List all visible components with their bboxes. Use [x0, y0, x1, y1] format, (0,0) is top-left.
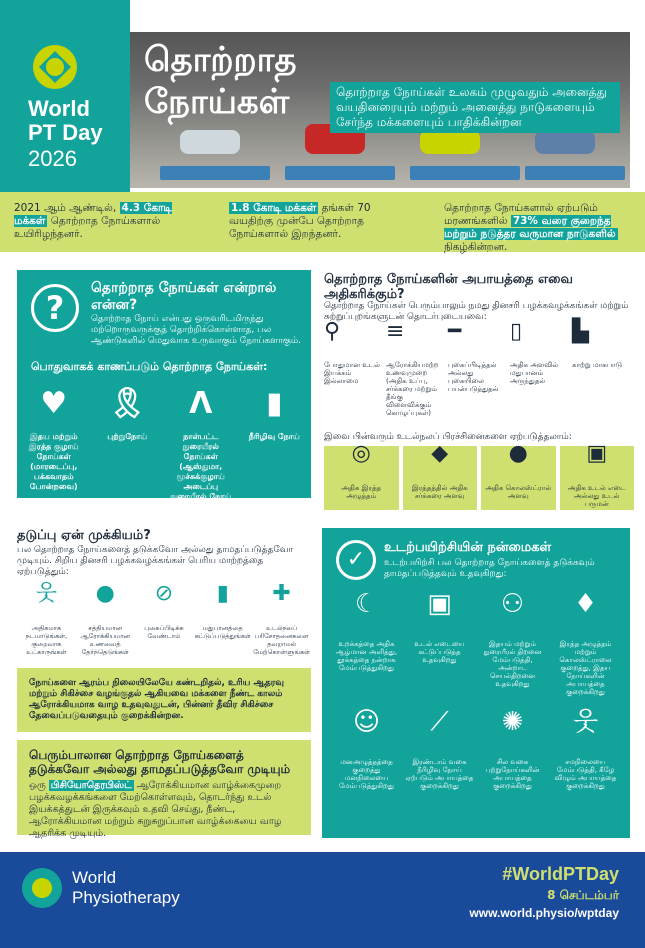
event-date: 8 செப்டம்பர் — [547, 888, 619, 902]
page-title-line2: நோய்கள் — [144, 82, 290, 122]
benefit-item: ✺ சில வகை புற்றுநோய்களின் அபாயத்தை குறைக்கிறது — [476, 718, 549, 790]
lungs-icon: ᐱ — [189, 386, 213, 421]
risk-factor: ▯ அதிக அளவில் மதுபானம் அருந்துதல் — [510, 328, 572, 417]
cause-item: ◆ இரத்தத்தில் அதிக சர்க்கரை அளவு — [403, 446, 478, 510]
benefit-list — [330, 589, 622, 790]
cholesterol-icon: ● — [508, 441, 528, 466]
disease-item: ▮ நீரிழிவு நோய் — [238, 380, 312, 512]
risk-title: தொற்றாத நோய்களின் அபாயத்தை எவை அதிகரிக்கும்? — [324, 272, 573, 302]
what-is-title: தொற்றாத நோய்கள் என்றால் என்ன? — [91, 280, 277, 313]
disease-list — [17, 380, 311, 512]
benefit-item: ☾ உறக்கத்தை அதிக ஆழ்மான அளித்து, தூக்கத்தை நன்றாக மேம்படுத்துகிறது — [330, 600, 403, 696]
causes-text: இவை பின்வரும் உடல்நலப் பிரச்சினைகளை ஏற்படுத்தலாம்: — [324, 432, 572, 442]
benefit-item: ▣ உடல் எடையை கட்டுப்படுத்த உதவுகிறது — [403, 600, 476, 696]
logo-mark-icon — [33, 45, 77, 89]
early-detection-box: நோய்களை ஆரம்ப நிலையிலேயே கண்டறிதல், உரிய ஆதரவு மற்றும் சிகிச்சை வழங்குதல் ஆகியவை மக்களை நீண்ட காலம் ஆரோக்கியமாக வாழ உதவுவதுடன், பின்னர் தீவிர சிகிச்சை தேவைப்படுவதையும் குறைக்கின்றன. — [17, 668, 311, 732]
disease-item: 🎗 புற்றுநோய் — [91, 380, 165, 512]
world-pt-day-logo — [0, 0, 130, 192]
sleep-icon: ☾ — [354, 589, 379, 619]
org-name-line1: World — [72, 868, 117, 887]
world-physiotherapy-logo-icon — [22, 868, 62, 908]
wine-bottle-icon: ▮ — [216, 581, 229, 606]
logo-line3: 2026 — [28, 146, 77, 171]
what-is-ncd-box — [17, 270, 311, 511]
risk-factor: ━ புகைப்பிடித்தல் அல்லது புகையிலை பயன்படுத்துதல் — [448, 328, 510, 417]
habit-item: ⊘ புகைப்பிடிக்க வேண்டாம் — [135, 590, 194, 656]
common-diseases-title: பொதுவாகக் காணப்படும் தொற்றாத நோய்கள்: — [31, 360, 268, 373]
logo-line1: World — [28, 96, 90, 121]
header — [0, 0, 645, 192]
stat-2: 1.8 கோடி மக்கள் தங்கள் 70 வயதிற்கு முன்பே தொற்றாத நோய்களால் இறந்தனர். — [229, 202, 371, 240]
benefits-box — [322, 528, 630, 838]
habit-list — [17, 581, 311, 656]
cigarette-icon: ━ — [448, 319, 462, 344]
alcohol-icon: ▯ — [510, 319, 523, 344]
active-person-icon: 웃 — [35, 581, 58, 606]
cause-item: ● அதிக கொலஸ்ட்ரால் அளவு — [481, 446, 556, 510]
bicycle-icon: ⚇ — [500, 589, 525, 619]
falling-person-icon: 웃 — [572, 707, 599, 737]
cause-item: ▣ அதிக உடல் எடை அல்லது உடல் பருமன் — [560, 446, 635, 510]
what-is-text: தொற்றாத நோய் என்பது ஒருவரிடமிருந்து மற்றொருவருக்குத் தொற்றிக்கொள்ளாத, பல ஆண்டுகளில் மெதுவாக உருவாகும் நோய்களாகும். — [91, 314, 301, 346]
cause-item: ◎ அதிக இரத்த அழுத்தம் — [324, 446, 399, 510]
glucose-meter-icon: ▮ — [265, 386, 283, 421]
habit-item: ▮ மதுபானத்தை கட்டுப்படுத்துங்கள் — [194, 581, 251, 640]
risk-factor-list — [324, 319, 634, 417]
hashtag: #WorldPTDay — [502, 864, 619, 884]
habit-item: ✚ உடல்நலப் பரிசோதனைகளை தவறாமல் மேற்கொள்ளுங்கள் — [253, 581, 311, 656]
benefit-item: ⚇ இதயம் மற்றும் நுரையீரல் திறனை மேம்படுத்தி, அன்றாட செயல்திறனை உதவுகிறது — [476, 600, 549, 696]
disease-item: ♥ இதய மற்றும் இரத்த குழாய் நோய்கள் (மாரடைப்பு, பக்கவாதம் போன்றவை) — [17, 380, 91, 512]
checkmark-icon: ✓ — [336, 540, 376, 580]
prevention-text: பல தொற்றாத நோய்களைத் தடுக்கவோ அல்லது தாமதப்படுத்தவோ முடியும். சிறிய தினசரி பழக்கவழக்கங்கள் பெரிய மாற்றத்தை ஏற்படுத்தும்: — [17, 545, 294, 577]
fast-food-icon: ≡ — [386, 319, 405, 344]
physio-support-box — [17, 740, 311, 839]
inactivity-icon: ⚲ — [324, 319, 341, 344]
habit-item: ● சத்தியமான ஆரோக்கியமான உணவைத் தேர்ந்தெடுங்கள் — [76, 590, 135, 656]
org-name-line2: Physiotherapy — [72, 888, 180, 907]
stat-1: 2021 ஆம் ஆண்டில், 4.3 கோடி மக்கள் தொற்றாத நோய்களால் உயிரிழந்தனர். — [14, 202, 172, 240]
benefit-item: 웃 சமநிலையை மேம்படுத்தி, கீழே விழும் அபாயத்தை குறைக்கிறது — [549, 718, 622, 790]
question-mark-icon: ? — [31, 284, 79, 332]
cause-list — [324, 441, 634, 510]
apple-icon: ● — [95, 581, 115, 606]
footer — [0, 852, 645, 948]
physio-support-text: ஒரு பிசியோதெரபிஸ்ட் ஆரோக்கியமான வாழ்க்கைமுறை பழக்கவழக்கங்களை மேற்கொள்ளவும், தொடர்ந்து உடல் இயக்கத்துடன் இருக்கவும் உதவி செய்து, நீண்ட, ஆரோக்கியமான மற்றும் சுறுசுறுப்பான வாழ்க்கையை வாழ ஆதரிக்க முடியும். — [29, 780, 282, 839]
page-title-line1: தொற்றாத — [144, 40, 297, 80]
blood-drop-icon: ♦ — [573, 589, 598, 619]
risk-factor: ⚲ போதுமான உடல் இயக்கம் இல்லாமை — [324, 328, 386, 417]
risk-text: தொற்றாத நோய்கள் பெரும்பாலும் நமது தினசரி பழக்கவழக்கங்கள் மற்றும் சுற்றுப்புறங்களுடன் தொடர்புடையவை: — [324, 301, 629, 322]
risk-factor: ≡ ஆரோக்கியமற்ற உணவுமுறை (அதிக உப்பு, சர்க்கரை மற்றும் தீங்கு விளைவிக்கும் கொழுப்புகள்) — [386, 328, 448, 417]
cell-icon: ✺ — [501, 707, 524, 737]
weight-scale-icon: ▣ — [586, 441, 608, 466]
blood-pressure-icon: ◎ — [351, 441, 371, 466]
benefit-item: ☺ மனஅழுத்தத்தை குறைத்து மனநிலையை மேம்படுத்துகிறது — [330, 718, 403, 790]
physio-support-title: பெரும்பாலான தொற்றாத நோய்களைத் தடுக்கவோ அல்லது தாமதப்படுத்தவோ முடியும் — [29, 748, 291, 776]
heart-icon: ♥ — [40, 386, 68, 421]
benefits-title: உடற்பயிற்சியின் நன்மைகள் — [384, 540, 552, 555]
disease-item: ᐱ நாள்பட்ட நுரையீரல் நோய்கள் (ஆஸ்துமா, மூச்சுக்குழாய் அடைப்பு நுரையீரல் நோய் போன்றவை) — [164, 380, 238, 512]
no-smoking-icon: ⊘ — [154, 581, 174, 606]
sugar-cube-icon: ◆ — [431, 441, 449, 466]
stat-3: தொற்றாத நோய்களால் ஏற்படும் மரணங்களில் 73% வரை குறைந்த மற்றும் நடுத்தர வருமான நாடுகளில் நிகழ்கின்றன. — [444, 202, 616, 253]
factory-icon: ▙ — [572, 319, 589, 344]
logo-line2: PT Day — [28, 120, 103, 145]
medical-cross-icon: ✚ — [272, 581, 291, 606]
meditation-icon: ☺ — [352, 707, 381, 737]
habit-item: 웃 அதிகமாக நடமாடுங்கள், குறைவாக உட்காருங்கள் — [17, 590, 76, 656]
ribbon-icon: 🎗 — [108, 386, 147, 421]
scale-icon: ▣ — [427, 589, 452, 619]
benefit-item: ♦ இரத்த அழுத்தம் மற்றும் கொலஸ்ட்ராலை குறைத்து, இதய நோய்களின் அபாயத்தை குறைக்கிறது — [549, 600, 622, 696]
syringe-icon: ⟋ — [430, 707, 449, 737]
stats-band — [0, 192, 645, 252]
benefits-text: உடற்பயிற்சி பல தொற்றாத நோய்களைத் தடுக்கவும் தாமதப்படுத்தவும் உதவுகிறது: — [384, 558, 595, 579]
page-subtitle: தொற்றாத நோய்கள் உலகம் முழுவதும் அனைத்து வயதினரையும் மற்றும் அனைத்து நாடுகளையும் சேர்ந்த மக்களையும் பாதிக்கின்றன — [330, 82, 620, 133]
benefit-item: ⟋ இரண்டாம் வகை நீரிழிவு நோய் ஏற்படும் அபாயத்தை குறைக்கிறது — [405, 707, 474, 790]
prevention-title: தடுப்பு ஏன் முக்கியம்? — [17, 528, 151, 543]
website-link[interactable]: www.world.physio/wptday — [469, 906, 619, 920]
risk-factor: ▙ காற்று மாசுபாடு — [572, 328, 634, 417]
